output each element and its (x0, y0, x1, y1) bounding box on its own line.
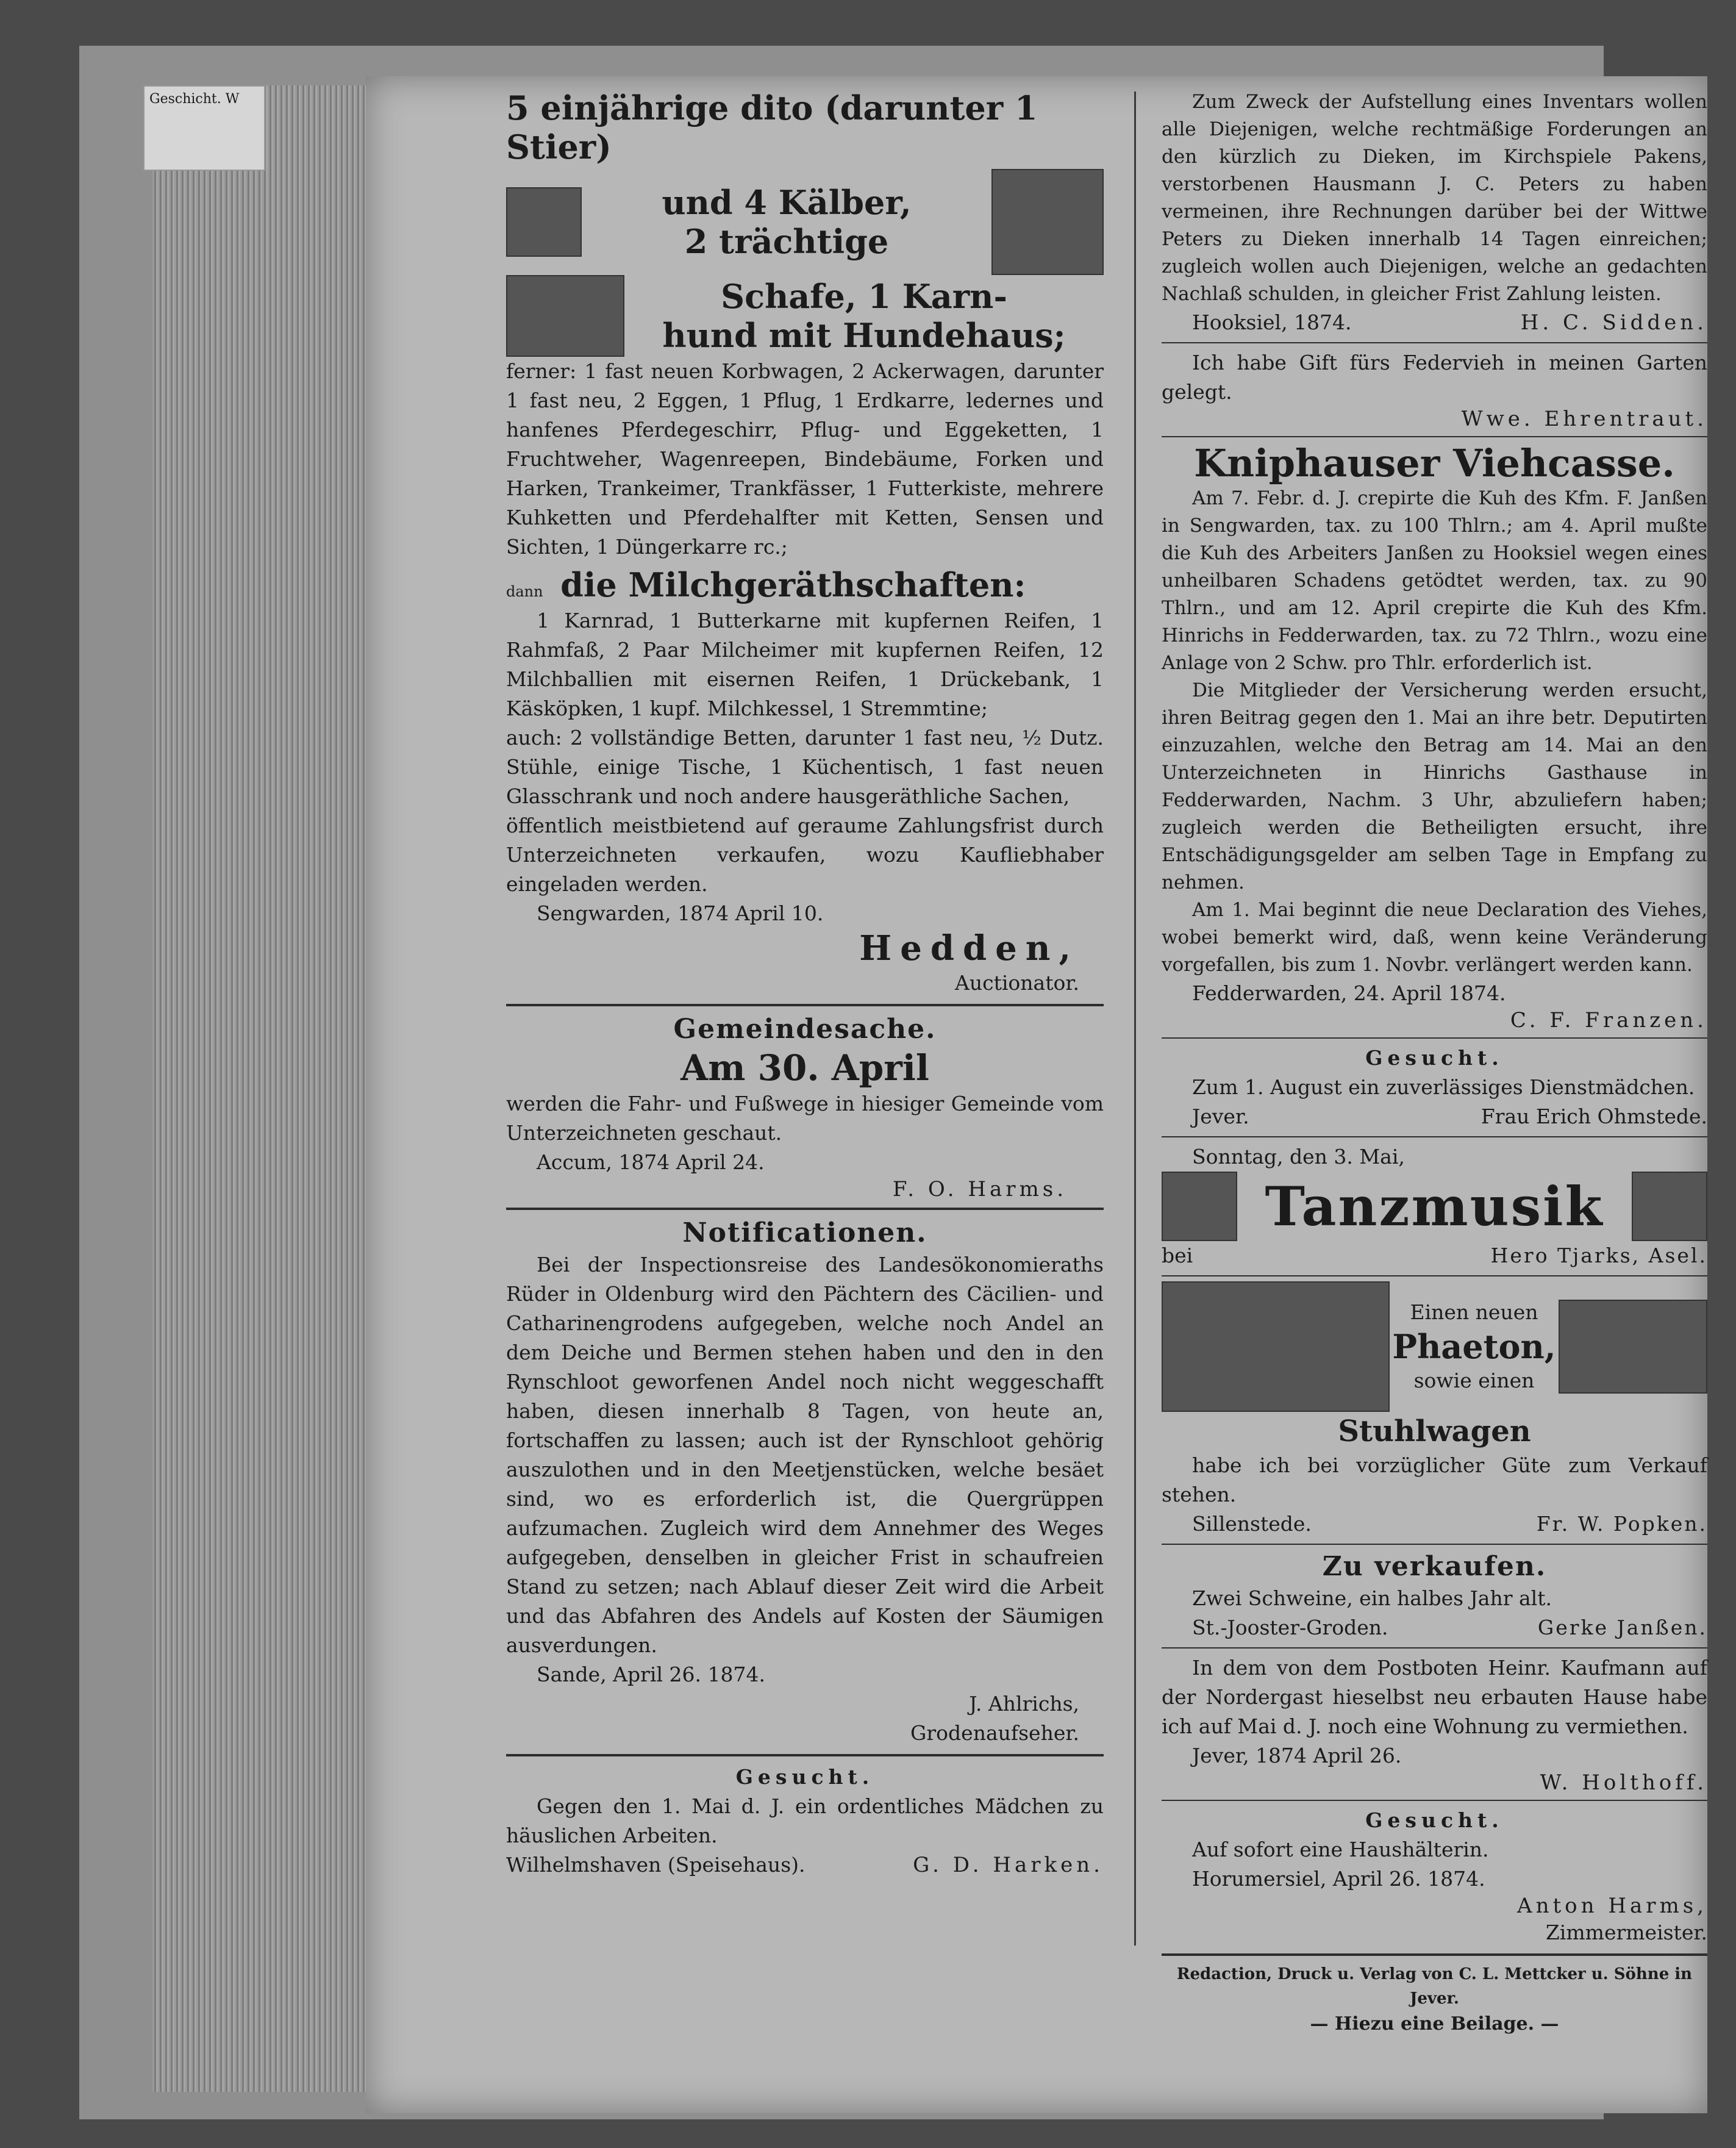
carriage-text: habe ich bei vorzüglicher Güte zum Verkauf stehen. (1162, 1453, 1707, 1506)
housekeeper-signature: Anton Harms, (1517, 1894, 1707, 1918)
pigs-heading: Zu verkaufen. (1322, 1551, 1547, 1582)
rule (506, 1208, 1104, 1210)
apartment-place-date: Jever, 1874 April 26. (1192, 1744, 1402, 1767)
cattle-insurance-place-date: Fedderwarden, 24. April 1874. (1192, 981, 1506, 1005)
rule (1162, 436, 1707, 437)
auction-line-3: 2 trächtige (684, 222, 889, 261)
carriage-line-3: sowie einen (1413, 1369, 1535, 1392)
auction-dairy-heading-row (506, 565, 1104, 606)
dance-host: Hero Tjarks, Asel. (1490, 1244, 1707, 1267)
wanted-heading: Gesucht. (735, 1765, 874, 1789)
rule (1162, 342, 1707, 343)
rule (1162, 1136, 1707, 1137)
dance-prefix: bei (1162, 1244, 1193, 1267)
dance-date: Sonntag, den 3. Mai, (1192, 1145, 1405, 1169)
inventory-notice-place: Hooksiel, 1874. (1192, 310, 1352, 334)
housekeeper-heading: Gesucht. (1365, 1808, 1504, 1832)
inventory-notice-footer (1162, 308, 1707, 337)
archive-label (143, 85, 265, 171)
cattle-insurance-signature: C. F. Franzen. (1510, 1008, 1707, 1033)
left-column (506, 88, 1104, 1880)
auction-animals-block (506, 169, 1104, 275)
auction-line-1: 5 einjährige dito (darunter 1 Stier) (506, 88, 1038, 166)
dance-heading-row (1162, 1172, 1707, 1241)
rule (1162, 1953, 1707, 1956)
cattle-insurance-heading: Kniphauser Viehcasse. (1194, 441, 1675, 485)
rule (1162, 1275, 1707, 1276)
community-date-heading: Am 30. April (680, 1047, 929, 1089)
coach-woodcut-image (1162, 1281, 1390, 1412)
notifications-signature: J. Ahlrichs, (969, 1692, 1079, 1716)
sheep-woodcut-image (991, 169, 1104, 275)
dance-ornament-right-image (1632, 1172, 1707, 1241)
notifications-text: Bei der Inspectionsreise des Landesökonomieraths Rüder in Oldenburg wird den Pächtern des Cäcilien- und Catharinengrodens aufgegeben, welche noch Andel an dem Deiche und Bermen stehen haben und den in den Rynschloot geworfenen Andel noch nicht weggeschafft haben, diesen innerhalb 8 Tagen, von heute an, fortschaffen zu lassen; auch ist der Rynschloot gehörig auszulothen und in den Meetjenstücken, welche besäet sind, wo es erforderlich ist, die Quergrüppen aufzumachen. Zugleich wird dem Annehmer des Weges aufgegeben, denselben in gleicher Frist in schaufreien Stand zu setzen; nach Ablauf dieser Zeit wird die Arbeit und das Abfahren des Andels auf Kosten der Säumigen ausverdungen. (506, 1253, 1104, 1657)
cattle-insurance-text-3: Am 1. Mai beginnt die neue Declaration des Viehes, wobei bemerkt wird, daß, wenn keine Veränderung vorgefallen, bis zum 1. Novbr. verlängert werden kann. (1162, 899, 1707, 976)
community-signature: F. O. Harms. (892, 1177, 1067, 1201)
poison-notice-signature: Wwe. Ehrentraut. (1461, 407, 1707, 431)
dance-ornament-left-image (1162, 1172, 1237, 1241)
auction-household-items: auch: 2 vollständige Betten, darunter 1 fast neu, ½ Dutz. Stühle, einige Tische, 1 Küchentisch, 1 fast neuen Glasschrank und noch andere hausgeräthliche Sachen, (506, 726, 1104, 808)
rule (1162, 1647, 1707, 1649)
maid-wanted-footer (1162, 1102, 1707, 1131)
community-heading: Gemeindesache. (673, 1014, 937, 1045)
housekeeper-text: Auf sofort eine Haushälterin. (1192, 1838, 1489, 1861)
carriage-line-1: Einen neuen (1410, 1300, 1538, 1324)
auction-dairy-heading: die Milchgeräthschaften: (560, 565, 1026, 604)
community-place-date: Accum, 1874 April 24. (537, 1150, 765, 1174)
auction-dog-block (506, 275, 1104, 357)
pigs-signature: Gerke Janßen. (1537, 1616, 1707, 1639)
auction-terms: öffentlich meistbietend auf geraume Zahlungsfrist durch Unterzeichneten verkaufen, wozu Kaufliebhaber eingeladen werden. (506, 814, 1104, 896)
cattle-woodcut-image (506, 187, 582, 257)
auction-items-text: ferner: 1 fast neuen Korbwagen, 2 Ackerwagen, darunter 1 fast neu, 2 Eggen, 1 Pflug, 1 Erdkarre, ledernes und hanfenes Pferdegeschirr, Pflug- und Eggeketten, 1 Fruchtweher, Wagenreepen, Bindebäume, Forken und Harken, Trankeimer, Trankfässer, 1 Futterkiste, mehrere Kuhketten und Pferdehalfter mit Ketten, Sensen und Sichten, 1 Düngerkarre rc.; (506, 359, 1104, 559)
poison-notice-text: Ich habe Gift fürs Federvieh in meinen Garten gelegt. (1162, 351, 1707, 404)
carriage-signature: Fr. W. Popken. (1536, 1512, 1707, 1536)
carriage-line-2: Phaeton, (1392, 1327, 1556, 1366)
right-column (1162, 88, 1707, 2038)
dance-heading: Tanzmusik (1265, 1175, 1604, 1238)
dance-footer (1162, 1241, 1707, 1270)
maid-wanted-signature: Frau Erich Ohmstede. (1481, 1104, 1707, 1128)
wanted-signature: G. D. Harken. (913, 1853, 1104, 1877)
wanted-text: Gegen den 1. Mai d. J. ein ordentliches Mädchen zu häuslichen Arbeiten. (506, 1794, 1104, 1847)
carriage-block (1162, 1281, 1707, 1412)
imprint-text: Redaction, Druck u. Verlag von C. L. Mettcker u. Söhne in Jever. (1176, 1965, 1693, 2008)
maid-wanted-heading: Gesucht. (1365, 1046, 1504, 1070)
archive-label-text: Geschicht. W (149, 91, 240, 107)
rule (1162, 1544, 1707, 1545)
carriage-place: Sillenstede. (1192, 1512, 1312, 1536)
notifications-place-date: Sande, April 26. 1874. (537, 1663, 765, 1686)
phaeton-woodcut-image (1559, 1300, 1707, 1394)
inventory-notice-signature: H. C. Sidden. (1520, 310, 1707, 335)
rule (1162, 1037, 1707, 1039)
wanted-footer (506, 1850, 1104, 1880)
auction-line-4: Schafe, 1 Karn- (721, 277, 1007, 316)
inventory-notice-text: Zum Zweck der Aufstellung eines Inventars wollen alle Diejenigen, welche rechtmäßige Forderungen an den kürzlich zu Dieken, im Kirchspiele Pakens, verstorbenen Hausmann J. C. Peters zu haben vermeinen, ihre Rechnungen darüber bei der Wittwe Peters zu Dieken innerhalb 14 Tagen einreichen; zugleich wollen auch Diejenigen, welche an gedachten Nachlaß schulden, in gleicher Frist Zahlung leisten. (1162, 91, 1707, 305)
auction-line-5: hund mit Hundehaus; (662, 316, 1066, 355)
housekeeper-signature-title: Zimmermeister. (1545, 1921, 1707, 1944)
rule (1162, 1800, 1707, 1801)
housekeeper-place-date: Horumersiel, April 26. 1874. (1192, 1867, 1485, 1891)
pigs-place: St.-Jooster-Groden. (1192, 1616, 1388, 1639)
apartment-signature: W. Holthoff. (1540, 1770, 1707, 1795)
auction-line-2: und 4 Kälber, (662, 183, 912, 222)
rule (506, 1004, 1104, 1006)
apartment-text: In dem von dem Postboten Heinr. Kaufmann auf der Nordergast hieselbst neu erbauten Hause habe ich auf Mai d. J. noch eine Wohnung zu vermiethen. (1162, 1656, 1707, 1738)
supplement-note: — Hiezu eine Beilage. — (1310, 2013, 1559, 2035)
column-divider (1134, 91, 1136, 1946)
maid-wanted-place: Jever. (1192, 1104, 1249, 1128)
cattle-insurance-text-1: Am 7. Febr. d. J. crepirte die Kuh des Kfm. F. Janßen in Sengwarden, tax. zu 100 Thlrn.; am 4. April mußte die Kuh des Arbeiters Janßen zu Hooksiel wegen eines unheilbaren Schadens getödtet werden, tax. zu 90 Thlrn., und am 12. April crepirte die Kuh des Kfm. Hinrichs in Fedderwarden, tax. zu 72 Thlrn., wozu eine Anlage von 2 Schw. pro Thlr. erforderlich ist. (1162, 487, 1707, 674)
carriage-line-4: Stuhlwagen (1338, 1414, 1531, 1448)
wanted-place: Wilhelmshaven (Speisehaus). (506, 1853, 805, 1877)
carriage-footer (1162, 1509, 1707, 1539)
notifications-signature-title: Grodenaufseher. (910, 1721, 1079, 1745)
auction-signature-title: Auctionator. (955, 971, 1079, 995)
book-page-edges (152, 85, 378, 2092)
auction-place-date: Sengwarden, 1874 April 10. (537, 901, 824, 925)
pigs-text: Zwei Schweine, ein halbes Jahr alt. (1192, 1586, 1552, 1610)
maid-wanted-text: Zum 1. August ein zuverlässiges Dienstmädchen. (1192, 1075, 1695, 1099)
dog-woodcut-image (506, 275, 624, 357)
rule (506, 1754, 1104, 1756)
auction-dairy-prefix: dann (506, 583, 543, 600)
auction-signature: Hedden, (859, 928, 1079, 968)
auction-dairy-items: 1 Karnrad, 1 Butterkarne mit kupfernen Reifen, 1 Rahmfaß, 2 Paar Milcheimer mit kupfernen Reifen, 12 Milchballien mit eisernen Reifen, 1 Drückebank, 1 Käsköpken, 1 kupf. Milchkessel, 1 Stremmtine; (506, 609, 1104, 720)
notifications-heading: Notificationen. (682, 1217, 927, 1248)
cattle-insurance-text-2: Die Mitglieder der Versicherung werden ersucht, ihren Beitrag gegen den 1. Mai an ihre betr. Deputirten einzuzahlen, welche den Betrag am 14. Mai an den Unterzeichneten in Hinrichs Gasthause in Fedderwarden, Nachm. 3 Uhr, abzuliefern haben; zugleich werden die Betheiligten ersucht, ihre Entschädigungsgelder am selben Tage in Empfang zu nehmen. (1162, 679, 1707, 893)
community-text: werden die Fahr- und Fußwege in hiesiger Gemeinde vom Unterzeichneten geschaut. (506, 1092, 1104, 1145)
pigs-footer (1162, 1613, 1707, 1642)
